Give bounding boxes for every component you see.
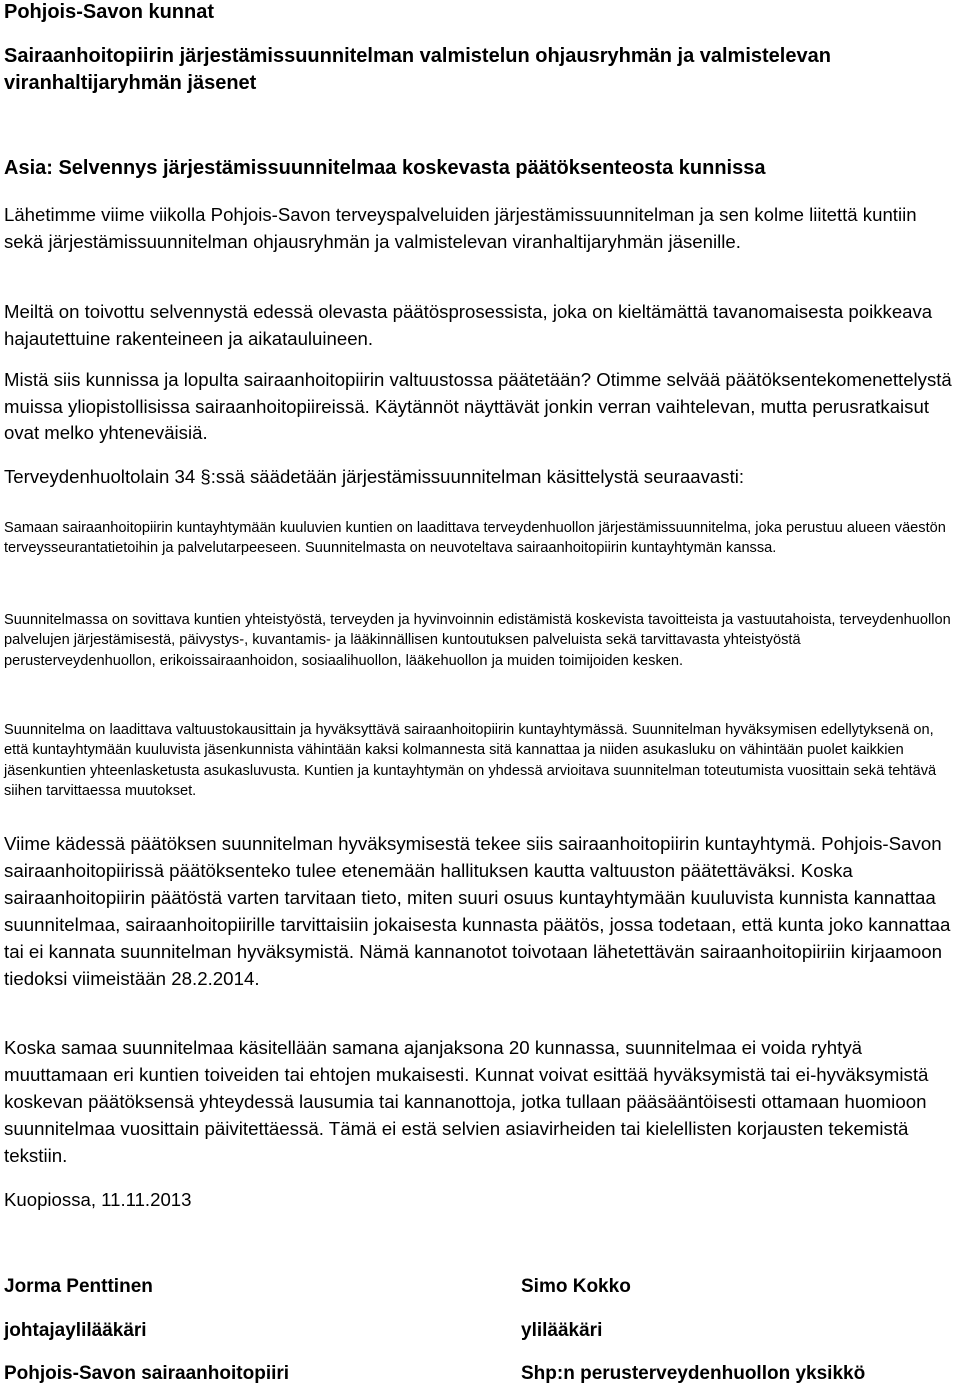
body-paragraph-1: Viime kädessä päätöksen suunnitelman hyväksymisestä tekee siis sairaanhoitopiirin kuntayhtymä. Pohjois-Savon sairaanhoitopiirissä päätöksenteko tulee etenemään hallituksen kautta valtuuston päätettäväksi. Koska sairaanhoitopiirin päätöstä varten tarvitaan tieto, miten suuri osuus kuntayhtymään kuuluvista kunnista kannattaa suunnitelmaa, sairaanhoitopiirille tarvittaisiin jokaisesta kunnasta päätös, jossa todetaan, että kunta joko kannattaa tai ei kannata suunnitelman hyväksymistä. Nämä kannanotot toivotaan lähetettävän sairaanhoitopiiriin kirjaamoon tiedoksi viimeistään 28.2.2014. <box>4 833 951 989</box>
place-date: Kuopiossa, 11.11.2013 <box>4 1189 192 1210</box>
intro-paragraph-2: Meiltä on toivottu selvennystä edessä olevasta päätösprosessista, joka on kieltämättä tavanomaisesta poikkeava hajautettuine rakenteineen ja aikatauluineen. <box>4 301 933 349</box>
signer-organization: Pohjois-Savon sairaanhoitopiiri <box>4 1363 290 1384</box>
law-quote-1: Samaan sairaanhoitopiirin kuntayhtymään kuuluvien kuntien on laadittava terveydenhuollon järjestämissuunnitelma, joka perustuu alueen väestön terveysseurantatietoihin ja palvelutarpeeseen. Suunnitelmasta on neuvoteltava sairaanhoitopiirin kuntayhtymän kanssa. <box>4 520 946 557</box>
signer-title: ylilääkäri <box>521 1320 603 1341</box>
subject-line: Asia: Selvennys järjestämissuunnitelmaa koskevasta päätöksenteosta kunnissa <box>4 157 766 179</box>
signer-name: Simo Kokko <box>521 1276 631 1297</box>
recipients-group: Sairaanhoitopiirin järjestämissuunnitelman valmistelun ohjausryhmän ja valmistelevan viranhaltijaryhmän jäsenet <box>4 45 831 94</box>
intro-paragraph-1: Lähetimme viime viikolla Pohjois-Savon terveyspalveluiden järjestämissuunnitelman ja sen kolme liitettä kuntiin sekä järjestämissuunnitelman ohjausryhmän ja valmistelevan viranhaltijaryhmän jäsenille. <box>4 204 917 252</box>
body-paragraph-2: Koska samaa suunnitelmaa käsitellään samana ajanjaksona 20 kunnassa, suunnitelmaa ei voida ryhtyä muuttamaan eri kuntien toiveiden tai ehtojen mukaisesti. Kunnat voivat esittää hyväksymistä tai ei-hyväksymistä koskevan päätöksensä yhteydessä lausumia tai kannanottoja, jotka tullaan pääsääntöisesti ottamaan huomioon suunnitelmaa vuosittain päivitettäessä. Tämä ei estä selvien asiavirheiden tai kielellisten korjausten tekemistä tekstiin. <box>4 1037 929 1166</box>
intro-paragraph-3: Mistä siis kunnissa ja lopulta sairaanhoitopiirin valtuustossa päätetään? Otimme selvää päätöksentekomenettelystä muissa yliopistollisissa sairaanhoitopiireissä. Käytännöt näyttävät jonkin verran vaihtelevan, mutta perusratkaisut ovat melko yhteneväisiä. <box>4 369 952 444</box>
law-intro: Terveydenhuoltolain 34 §:ssä säädetään järjestämissuunnitelman käsittelystä seuraavasti: <box>4 466 745 487</box>
signer-name: Jorma Penttinen <box>4 1276 153 1297</box>
law-quote-2: Suunnitelmassa on sovittava kuntien yhteistyöstä, terveyden ja hyvinvoinnin edistämistä koskevista tavoitteista ja vastuutahoista, terveydenhuollon palvelujen järjestämisestä, päivystys-, kuvantamis- ja lääkinnällisen kuntoutuksen palveluista sekä tarvittavasta yhteistyöstä perusterveydenhuollon, erikoissairaanhoidon, sosiaalihuollon, lääkehuollon ja muiden toimijoiden kesken. <box>4 612 951 669</box>
signer-title: johtajaylilääkäri <box>4 1320 147 1341</box>
signer-organization: Shp:n perusterveydenhuollon yksikkö <box>521 1363 866 1384</box>
recipients-title: Pohjois-Savon kunnat <box>4 1 215 23</box>
law-quote-3: Suunnitelma on laadittava valtuustokausittain ja hyväksyttävä sairaanhoitopiirin kuntayhtymässä. Suunnitelman hyväksymisen edellytyksenä on, että kuntayhtymään kuuluvista jäsenkunnista vähintään kaksi kolmannesta sitä kannattaa ja niiden asukasluku on vähintään puolet kaikkien jäsenkuntien yhteenlasketusta asukasluvusta. Kuntien ja kuntayhtymän on yhdessä arvioitava suunnitelman toteutumista vuosittain sekä tehtävä siihen tarvittaessa muutokset. <box>4 722 937 800</box>
